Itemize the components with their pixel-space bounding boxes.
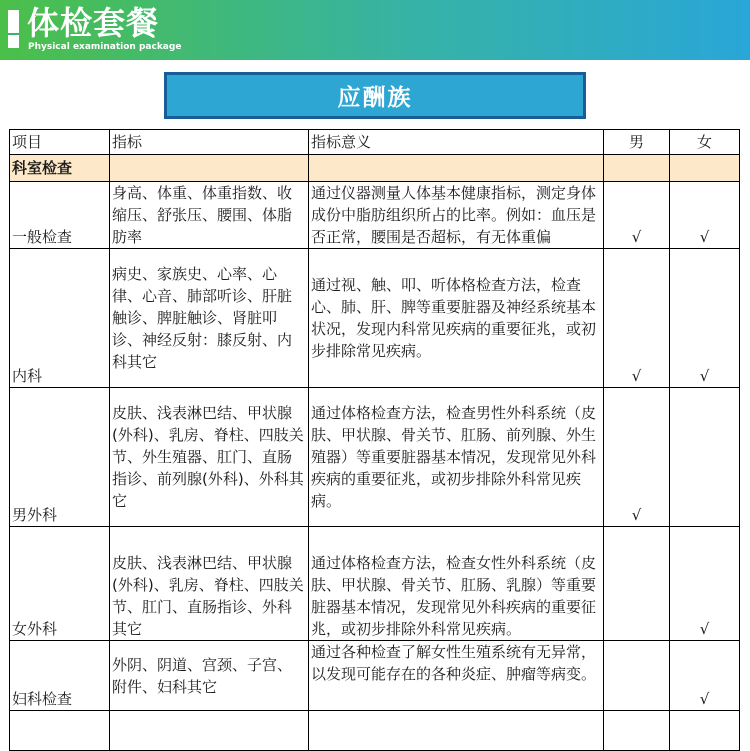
table-row bbox=[10, 711, 740, 751]
male-mark: √ bbox=[604, 249, 670, 388]
table-row bbox=[10, 527, 740, 641]
header-bar-icon bbox=[8, 10, 19, 48]
male-mark bbox=[604, 527, 670, 641]
page-title: 体检套餐 bbox=[27, 4, 160, 42]
meaning-text: 通过体格检查方法，检查女性外科系统（皮肤、甲状腺、骨关节、肛肠、乳腺）等重要脏器基本情况，发现常见外科疾病的重要征兆，或初步排除外科常见疾病。 bbox=[311, 554, 597, 638]
indicator-cell bbox=[110, 641, 309, 711]
column-header: 指标意义 bbox=[309, 130, 604, 155]
indicator-text: 皮肤、浅表淋巴结、甲状腺(外科)、乳房、脊柱、四肢关节、外生殖器、肛门、直肠指诊、前列腺(外科)、外科其它 bbox=[112, 404, 304, 510]
female-mark: √ bbox=[670, 527, 740, 641]
female-mark: √ bbox=[670, 182, 740, 249]
indicator-cell bbox=[110, 249, 309, 388]
male-mark: √ bbox=[604, 388, 670, 527]
table-row bbox=[10, 182, 740, 249]
section-title: 科室检查 bbox=[10, 155, 110, 182]
table-row bbox=[10, 641, 740, 711]
female-mark: √ bbox=[670, 249, 740, 388]
male-mark bbox=[604, 641, 670, 711]
meaning-text: 通过视、触、叩、听体格检查方法，检查心、肺、肝、脾等重要脏器及神经系统基本状况，发现内科常见疾病的重要征兆，或初步排除常见疾病。 bbox=[311, 276, 597, 360]
page-subtitle: Physical examination package bbox=[28, 42, 182, 52]
table-header-row bbox=[10, 130, 740, 155]
column-header: 指标 bbox=[110, 130, 309, 155]
section-row bbox=[10, 155, 740, 182]
meaning-cell bbox=[309, 388, 604, 527]
table-row bbox=[10, 249, 740, 388]
indicator-cell bbox=[110, 182, 309, 249]
indicator-cell bbox=[110, 388, 309, 527]
page-header bbox=[0, 0, 750, 60]
exam-table bbox=[9, 129, 740, 751]
package-group-label: 应酬族 bbox=[337, 85, 413, 111]
column-header: 男 bbox=[604, 130, 670, 155]
meaning-cell bbox=[309, 182, 604, 249]
item-cell: 一般检查 bbox=[10, 182, 110, 249]
table-row bbox=[10, 388, 740, 527]
indicator-cell bbox=[110, 527, 309, 641]
meaning-cell bbox=[309, 527, 604, 641]
item-cell: 女外科 bbox=[10, 527, 110, 641]
male-mark: √ bbox=[604, 182, 670, 249]
female-mark: √ bbox=[670, 641, 740, 711]
meaning-cell bbox=[309, 641, 604, 711]
female-mark bbox=[670, 388, 740, 527]
meaning-cell bbox=[309, 249, 604, 388]
item-cell: 妇科检查 bbox=[10, 641, 110, 711]
item-cell: 内科 bbox=[10, 249, 110, 388]
indicator-text: 外阴、阴道、宫颈、子宫、附件、妇科其它 bbox=[112, 655, 293, 696]
meaning-text: 通过各种检查了解女性生殖系统有无异常，以发现可能存在的各种炎症、肿瘤等病变。 bbox=[311, 643, 597, 683]
column-header: 项目 bbox=[10, 130, 110, 155]
package-group-title bbox=[164, 72, 586, 119]
indicator-text: 身高、体重、体重指数、收缩压、舒张压、腰围、体脂肪率 bbox=[112, 184, 293, 246]
meaning-text: 通过仪器测量人体基本健康指标，测定身体成份中脂肪组织所占的比率。例如：血压是否正常，腰围是否超标，有无体重偏 bbox=[311, 184, 597, 246]
item-cell: 男外科 bbox=[10, 388, 110, 527]
meaning-text: 通过体格检查方法，检查男性外科系统（皮肤、甲状腺、骨关节、肛肠、前列腺、外生殖器）等重要脏器基本情况，发现常见外科疾病的重要征兆，或初步排除外科常见疾病。 bbox=[311, 404, 597, 510]
indicator-text: 皮肤、浅表淋巴结、甲状腺(外科)、乳房、脊柱、四肢关节、肛门、直肠指诊、外科其它 bbox=[112, 554, 304, 638]
indicator-text: 病史、家族史、心率、心律、心音、肺部听诊、肝脏触诊、脾脏触诊、肾脏叩诊、神经反射：膝反射、内科其它 bbox=[112, 265, 293, 371]
column-header: 女 bbox=[670, 130, 740, 155]
